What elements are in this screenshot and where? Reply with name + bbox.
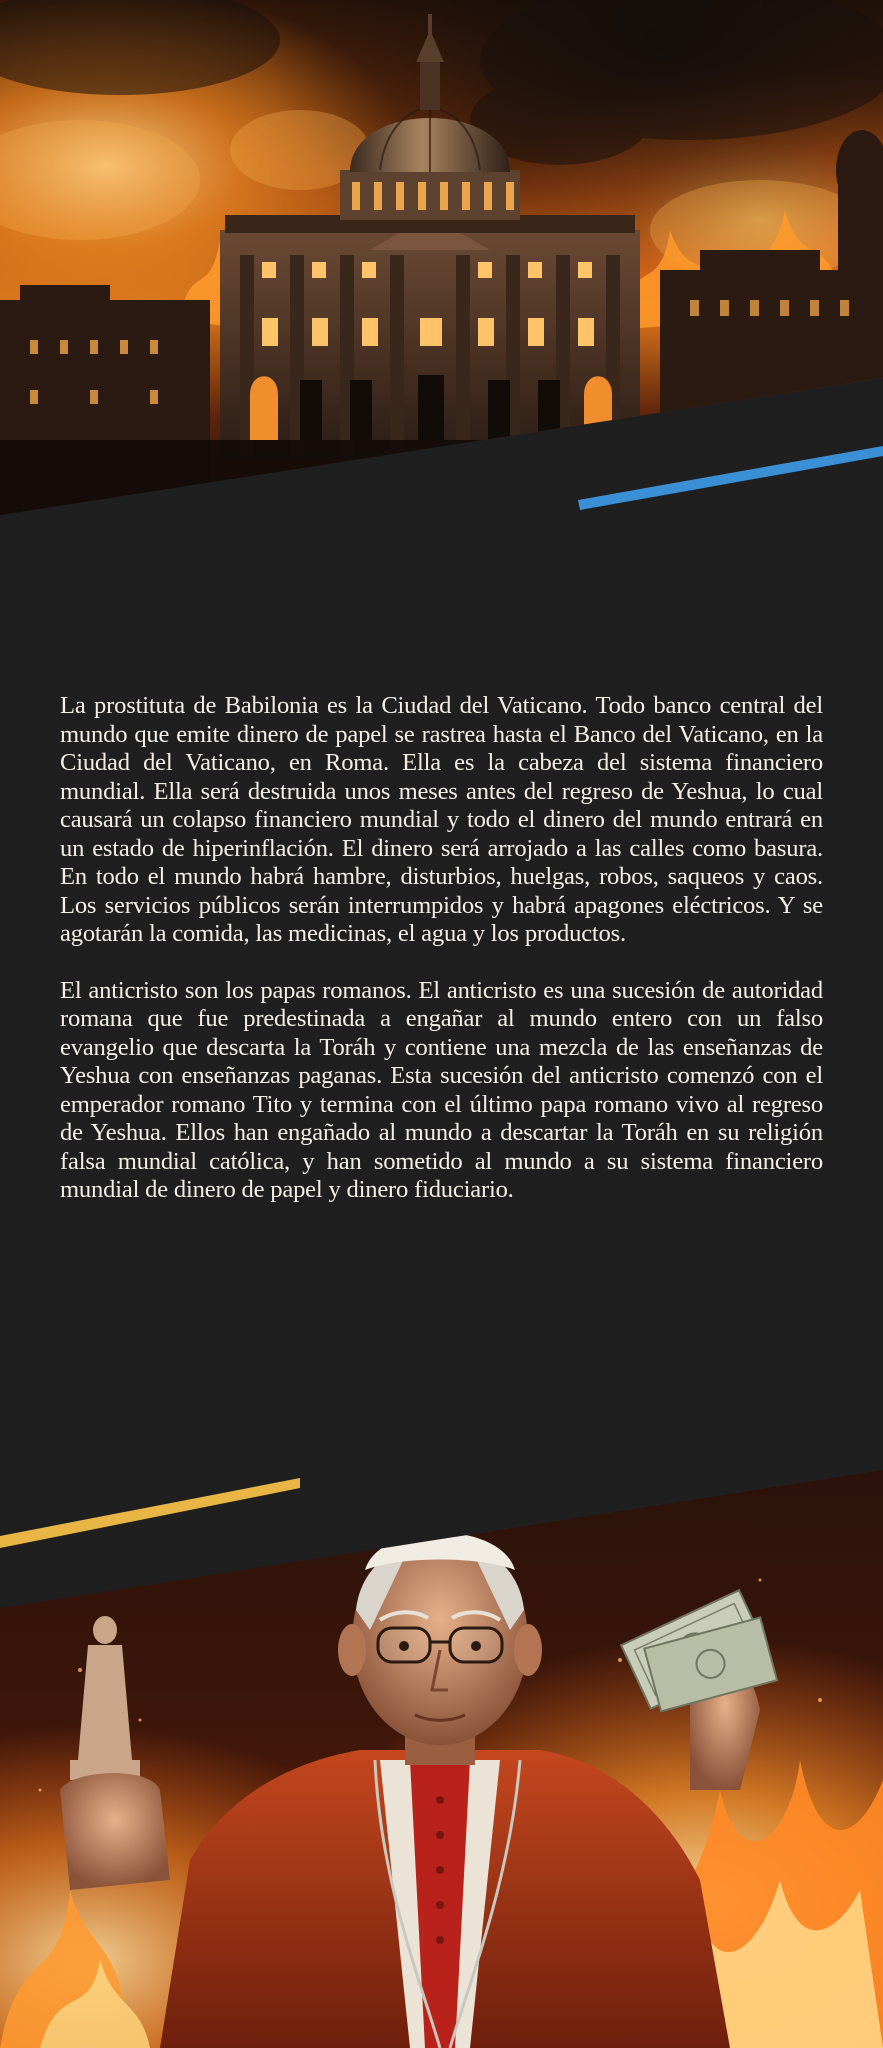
- gold-accent-stripe: [0, 1478, 300, 1548]
- body-text: [60, 692, 823, 1233]
- robed-figure-in-flames-illustration: [0, 1460, 883, 2048]
- paragraph-1: La prostituta de Babilonia es la Ciudad del Vaticano. Todo banco central del mundo que emite dinero de papel se rastrea hasta el Banco del Vaticano, en la Ciudad del Vaticano, en Roma. Ella es la cabeza del sistema financiero mundial. Ella será destruida unos meses antes del regreso de Yeshua, lo cual causará un colapso financiero mundial y todo el dinero del mundo entrará en un estado de hiperinflación. El dinero será arrojado a las calles como basura. En todo el mundo habrá hambre, disturbios, huelgas, robos, saqueos y caos. Los servicios públicos serán interrumpidos y habrá apagones eléctricos. Y se agotarán la comida, las medicinas, el agua y los productos.: [60, 692, 823, 947]
- paragraph-2: El anticristo son los papas romanos. El anticristo es una sucesión de autoridad romana que fue predestinada a engañar al mundo entero con un falso evangelio que descarta la Toráh y contiene una mezcla de las enseñanzas de Yeshua con enseñanzas paganas. Esta sucesión del anticristo comenzó con el emperador romano Tito y termina con el último papa romano vivo al regreso de Yeshua. Ellos han engañado al mundo a descartar la Toráh en su religión falsa mundial católica, y han sometido al mundo a su sistema financiero mundial de dinero de papel y dinero fiduciario.: [60, 976, 823, 1203]
- blue-accent-stripe: [578, 446, 883, 510]
- burning-basilica-illustration: [0, 0, 883, 520]
